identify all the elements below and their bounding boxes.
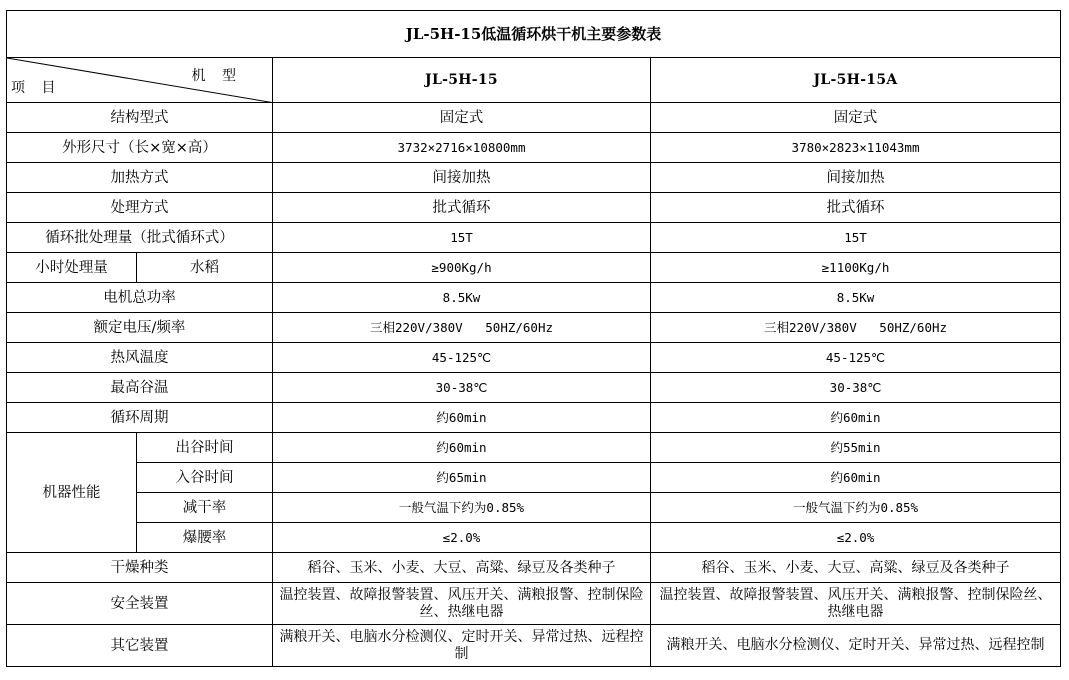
value-a: 三相220V/380V 50HZ/60Hz (273, 313, 651, 343)
value-a: 约65min (273, 463, 651, 493)
table-row (7, 523, 1061, 553)
value-a: 稻谷、玉米、小麦、大豆、高粱、绿豆及各类种子 (273, 553, 651, 583)
table-row (7, 403, 1061, 433)
model-a-header: JL-5H-15 (273, 58, 651, 103)
row-label: 加热方式 (7, 163, 273, 193)
table-row (7, 373, 1061, 403)
table-row (7, 625, 1061, 667)
table-row (7, 193, 1061, 223)
row-label: 小时处理量 (7, 253, 137, 283)
row-label: 结构型式 (7, 103, 273, 133)
value-b: ≥1100Kg/h (651, 253, 1061, 283)
row-label: 额定电压/频率 (7, 313, 273, 343)
row-label: 外形尺寸（长×宽×高） (7, 133, 273, 163)
table-row (7, 553, 1061, 583)
table-row (7, 313, 1061, 343)
value-a: 温控装置、故障报警装置、风压开关、满粮报警、控制保险丝、热继电器 (273, 583, 651, 625)
value-b: 约60min (651, 463, 1061, 493)
value-b: ≤2.0% (651, 523, 1061, 553)
row-label: 干燥种类 (7, 553, 273, 583)
value-a: 间接加热 (273, 163, 651, 193)
header-row (7, 58, 1061, 103)
table-row (7, 343, 1061, 373)
row-sublabel: 爆腰率 (137, 523, 273, 553)
spec-sheet (6, 10, 1061, 667)
row-label: 安全装置 (7, 583, 273, 625)
value-a: 约60min (273, 433, 651, 463)
row-sublabel: 出谷时间 (137, 433, 273, 463)
row-label: 最高谷温 (7, 373, 273, 403)
value-a: 30-38℃ (273, 373, 651, 403)
item-label: 项 目 (11, 80, 62, 96)
row-label: 循环批处理量（批式循环式） (7, 223, 273, 253)
model-label: 机 型 (191, 68, 242, 84)
row-label: 电机总功率 (7, 283, 273, 313)
value-b: 45-125℃ (651, 343, 1061, 373)
value-b: 间接加热 (651, 163, 1061, 193)
value-a: 8.5Kw (273, 283, 651, 313)
row-label: 其它装置 (7, 625, 273, 667)
title-row (7, 11, 1061, 58)
model-b-header: JL-5H-15A (651, 58, 1061, 103)
value-b: 一般气温下约为0.85% (651, 493, 1061, 523)
table-row (7, 283, 1061, 313)
row-label: 热风温度 (7, 343, 273, 373)
value-a: 一般气温下约为0.85% (273, 493, 651, 523)
table-row (7, 103, 1061, 133)
table-row (7, 583, 1061, 625)
value-b: 约60min (651, 403, 1061, 433)
table-row (7, 163, 1061, 193)
value-a: 约60min (273, 403, 651, 433)
table-row (7, 133, 1061, 163)
value-a: ≤2.0% (273, 523, 651, 553)
value-b: 3780×2823×11043mm (651, 133, 1061, 163)
table-row (7, 493, 1061, 523)
spec-table (6, 10, 1061, 667)
value-b: 批式循环 (651, 193, 1061, 223)
value-b: 满粮开关、电脑水分检测仪、定时开关、异常过热、远程控制 (651, 625, 1061, 667)
row-sublabel: 入谷时间 (137, 463, 273, 493)
row-sublabel: 减干率 (137, 493, 273, 523)
value-b: 稻谷、玉米、小麦、大豆、高粱、绿豆及各类种子 (651, 553, 1061, 583)
table-row (7, 463, 1061, 493)
value-b: 15T (651, 223, 1061, 253)
value-a: 满粮开关、电脑水分检测仪、定时开关、异常过热、远程控制 (273, 625, 651, 667)
value-a: 15T (273, 223, 651, 253)
value-a: 固定式 (273, 103, 651, 133)
table-row (7, 433, 1061, 463)
value-b: 30-38℃ (651, 373, 1061, 403)
row-label: 机器性能 (7, 433, 137, 553)
value-a: 45-125℃ (273, 343, 651, 373)
table-title: JL-5H-15低温循环烘干机主要参数表 (7, 11, 1061, 58)
row-label: 处理方式 (7, 193, 273, 223)
table-row (7, 223, 1061, 253)
value-a: 3732×2716×10800mm (273, 133, 651, 163)
value-b: 三相220V/380V 50HZ/60Hz (651, 313, 1061, 343)
table-row (7, 253, 1061, 283)
value-b: 温控装置、故障报警装置、风压开关、满粮报警、控制保险丝、热继电器 (651, 583, 1061, 625)
value-b: 约55min (651, 433, 1061, 463)
value-b: 固定式 (651, 103, 1061, 133)
diagonal-header-cell (7, 58, 273, 103)
row-label: 循环周期 (7, 403, 273, 433)
value-b: 8.5Kw (651, 283, 1061, 313)
value-a: ≥900Kg/h (273, 253, 651, 283)
row-sublabel: 水稻 (137, 253, 273, 283)
value-a: 批式循环 (273, 193, 651, 223)
